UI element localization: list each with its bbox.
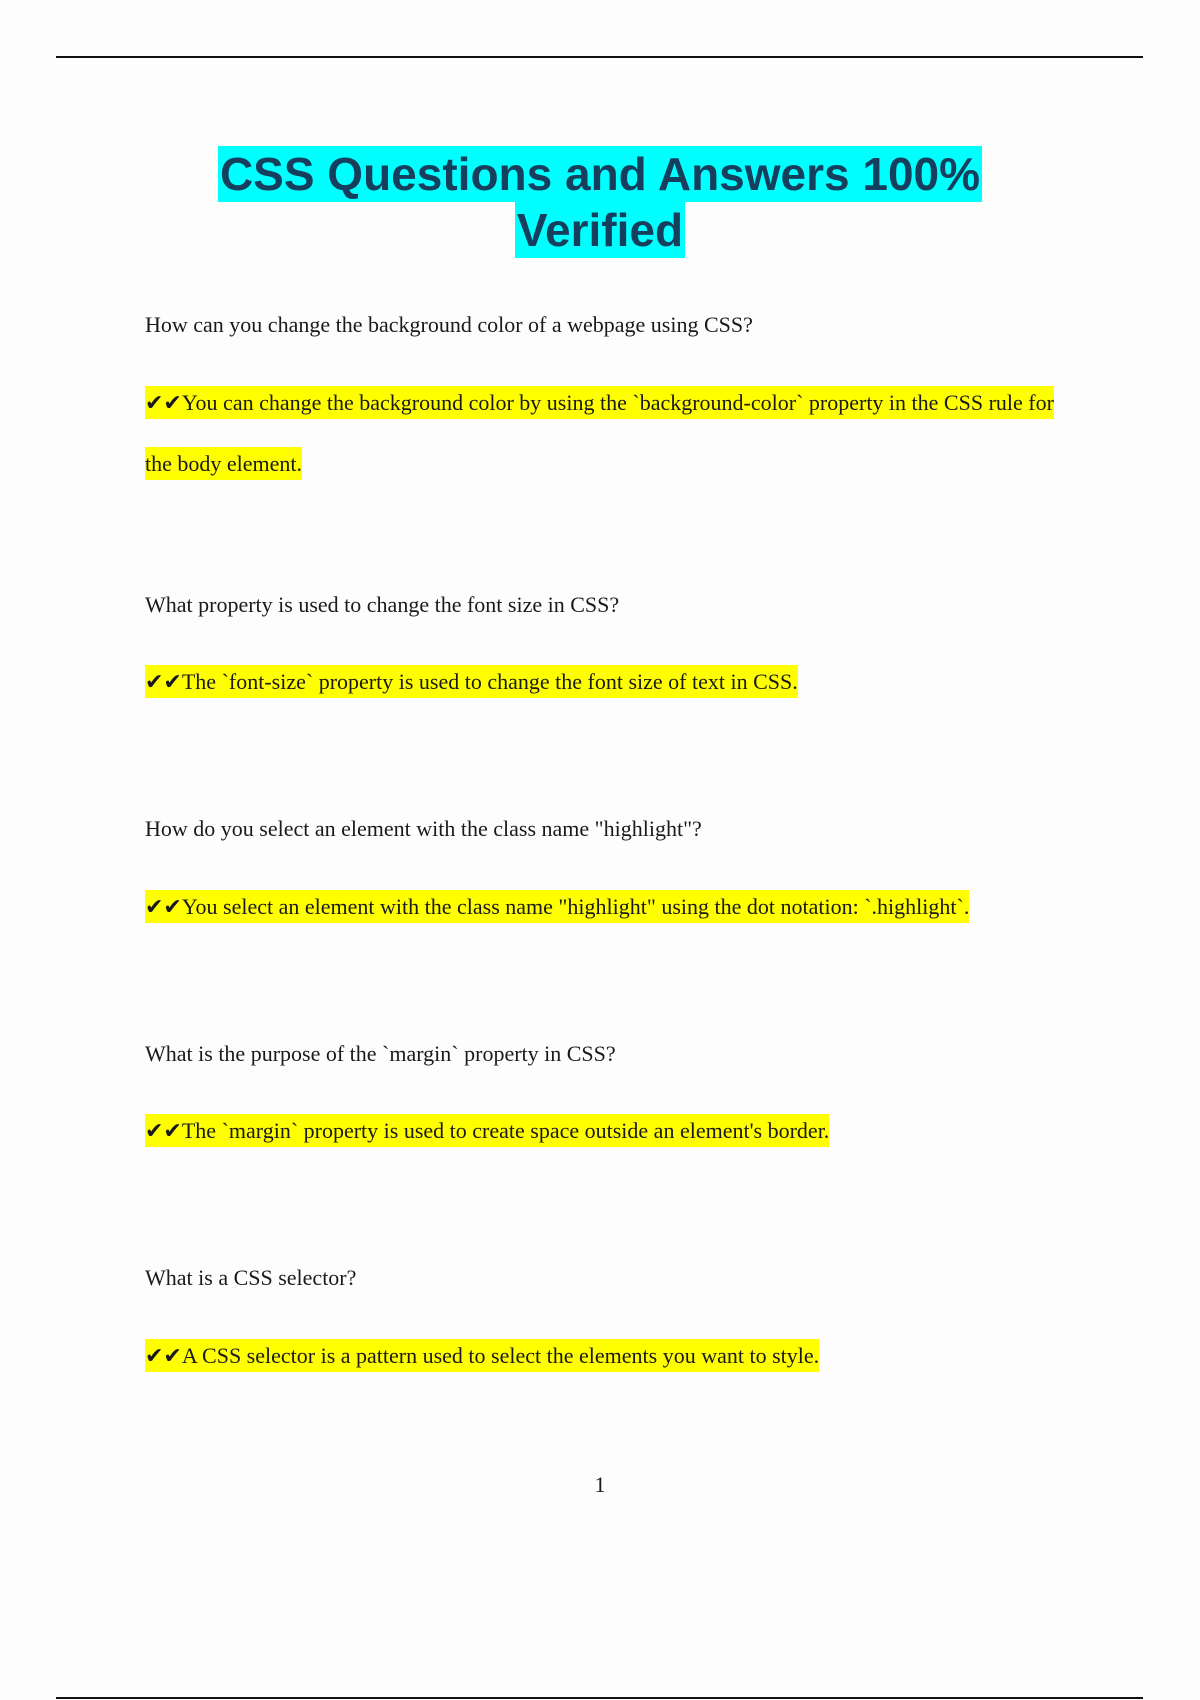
answer-2-text: ✔✔The `font-size` property is used to change the font size of text in CSS.: [145, 665, 798, 698]
bottom-rule: [56, 1697, 1143, 1699]
top-rule: [56, 56, 1143, 58]
answer-4-text: ✔✔The `margin` property is used to create space outside an element's border.: [145, 1114, 829, 1147]
question-1: How can you change the background color of a webpage using CSS?: [145, 312, 753, 337]
document-title: [0, 146, 1200, 258]
title-line-2: Verified: [516, 204, 684, 256]
answer-4: [145, 1100, 1075, 1161]
answer-5-text: ✔✔A CSS selector is a pattern used to select the elements you want to style.: [145, 1339, 819, 1372]
question-2: What property is used to change the font size in CSS?: [145, 592, 620, 617]
answer-1-text: ✔✔You can change the background color by using the `background-color` property in the CSS rule for the body element.: [145, 386, 1054, 480]
answer-1: [145, 372, 1075, 494]
question-5: What is a CSS selector?: [145, 1265, 357, 1290]
answer-2: [145, 651, 1075, 712]
question-4: What is the purpose of the `margin` property in CSS?: [145, 1041, 616, 1066]
answer-5: [145, 1325, 1075, 1386]
question-3: How do you select an element with the class name "highlight"?: [145, 816, 702, 841]
page-number: 1: [594, 1472, 606, 1497]
title-line-1: CSS Questions and Answers 100%: [219, 148, 981, 200]
answer-3-text: ✔✔You select an element with the class name "highlight" using the dot notation: `.highlight`.: [145, 890, 969, 923]
answer-3: [145, 876, 1075, 937]
